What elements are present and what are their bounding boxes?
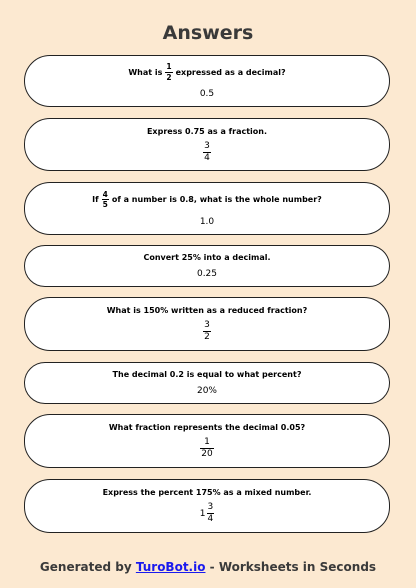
answer-fraction: $\frac{3}{4}$ bbox=[204, 140, 210, 163]
answer-card-3 bbox=[24, 182, 390, 235]
question-text: If $\frac{4}{5}$ of a number is 0.8, what is the whole number? bbox=[92, 189, 322, 209]
question-text: What fraction represents the decimal 0.05? bbox=[108, 423, 306, 432]
answer-card-1 bbox=[24, 55, 390, 107]
answer-card-5 bbox=[24, 297, 390, 351]
question-text: Convert 25% into a decimal. bbox=[143, 253, 271, 262]
answer-card-2 bbox=[24, 118, 390, 171]
footer bbox=[0, 560, 416, 574]
answer-text: 0.25 bbox=[196, 269, 218, 279]
question-text: Express the percent 175% as a mixed number. bbox=[102, 488, 312, 497]
footer-prefix: Generated by bbox=[39, 560, 132, 574]
answer-card-8 bbox=[24, 479, 390, 533]
answer-whole-number: 1 bbox=[199, 508, 206, 519]
answer-card-4 bbox=[24, 245, 390, 287]
question-text: What is $\frac{1}{2}$ expressed as a decimal? bbox=[128, 62, 286, 82]
answer-fraction: $\frac{3}{4}$ bbox=[207, 502, 214, 524]
answer-text: 0.5 bbox=[199, 89, 215, 99]
answer-card-7 bbox=[24, 414, 390, 468]
question-fraction: $\frac{1}{2}$ bbox=[166, 62, 172, 82]
answer-fraction: $\frac{1}{20}$ bbox=[201, 437, 213, 459]
answer-text bbox=[200, 503, 214, 524]
answer-card-6 bbox=[24, 362, 390, 404]
answer-fraction: $\frac{3}{2}$ bbox=[204, 320, 210, 342]
question-fraction: $\frac{4}{5}$ bbox=[102, 189, 108, 209]
answer-text: 1.0 bbox=[199, 216, 215, 227]
question-text: Express 0.75 as a fraction. bbox=[146, 126, 268, 136]
answer-text bbox=[203, 142, 211, 163]
answer-text bbox=[203, 321, 211, 342]
footer-suffix: - Worksheets in Seconds bbox=[209, 560, 377, 574]
question-text: The decimal 0.2 is equal to what percent? bbox=[112, 370, 302, 379]
answer-text bbox=[200, 438, 213, 459]
turobot-link[interactable]: TuroBot.io bbox=[135, 560, 206, 574]
question-text: What is 150% written as a reduced fraction? bbox=[106, 306, 308, 315]
answer-text: 20% bbox=[196, 386, 217, 396]
page-title: Answers bbox=[162, 22, 254, 44]
